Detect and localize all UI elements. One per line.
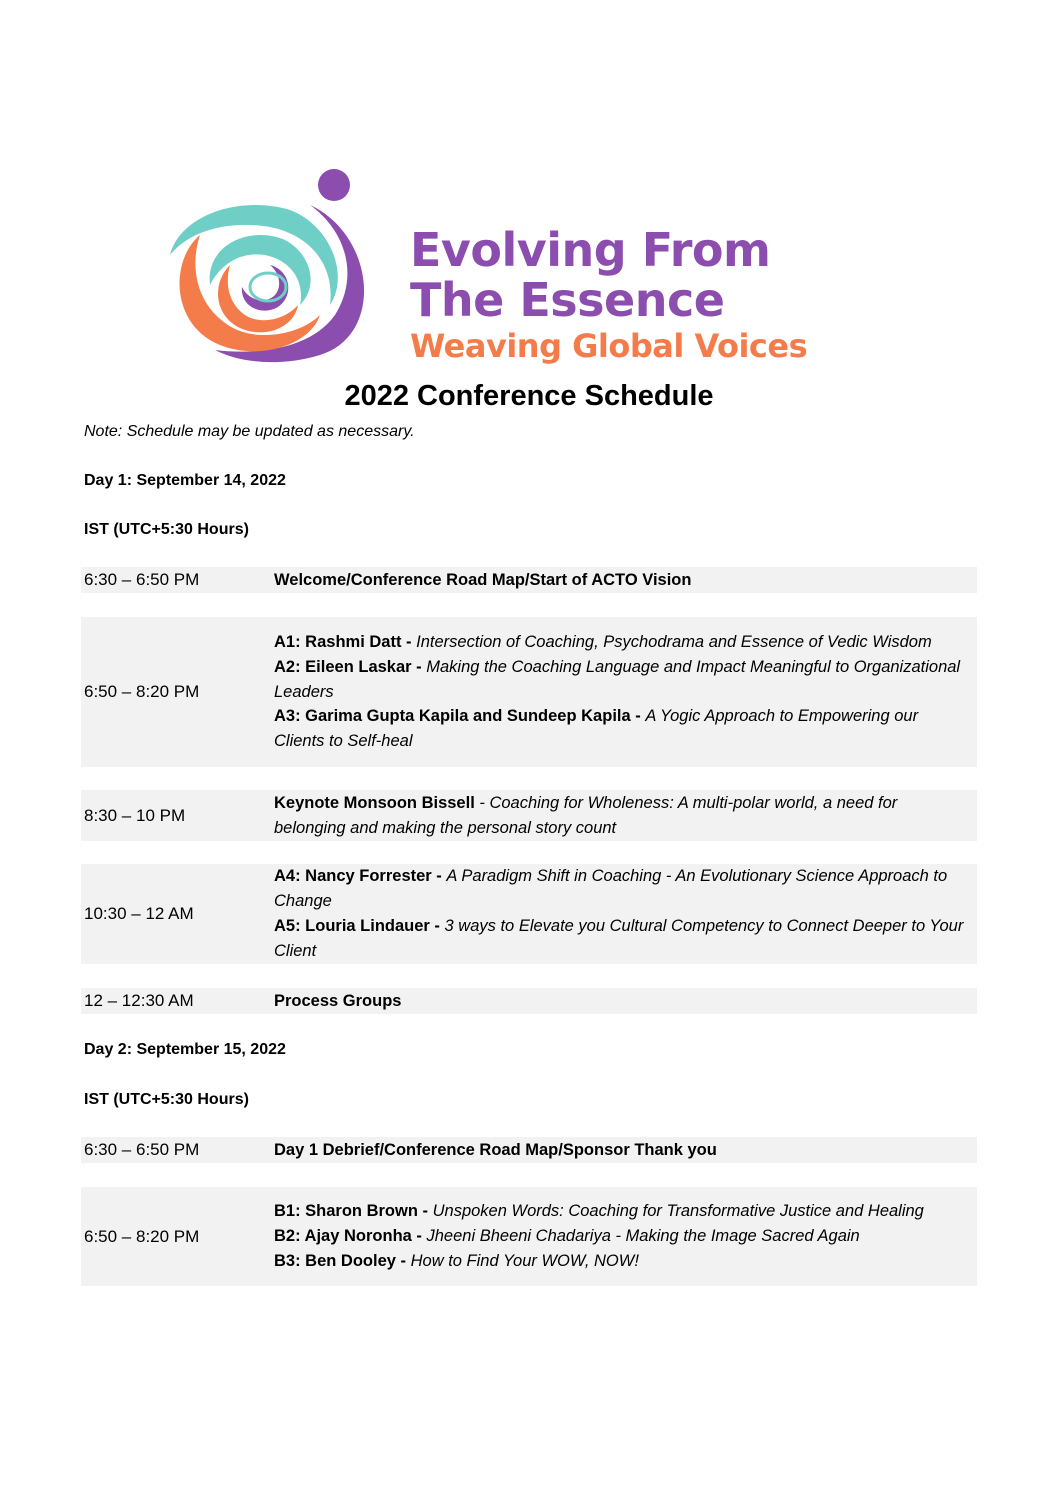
talk-speaker: A3: Garima Gupta Kapila and Sundeep Kapila - bbox=[274, 707, 641, 726]
session-row bbox=[81, 567, 977, 593]
talk-item bbox=[274, 864, 969, 914]
session-title: Day 1 Debrief/Conference Road Map/Sponsor Thank you bbox=[274, 1140, 717, 1159]
talk-speaker: A4: Nancy Forrester - bbox=[274, 867, 442, 886]
talk-item bbox=[274, 914, 969, 964]
talk-item bbox=[274, 655, 969, 705]
brand-line-2: The Essence bbox=[410, 273, 725, 327]
talk-speaker: B3: Ben Dooley - bbox=[274, 1251, 407, 1270]
session-row bbox=[81, 1137, 977, 1163]
talk-item bbox=[274, 704, 969, 754]
day-1-timezone: IST (UTC+5:30 Hours) bbox=[84, 521, 249, 538]
talk-speaker: B2: Ajay Noronha - bbox=[274, 1227, 422, 1246]
conference-logo bbox=[160, 165, 860, 375]
talk-speaker: A1: Rashmi Datt - bbox=[274, 633, 412, 651]
talk-item bbox=[274, 1224, 969, 1249]
session-time: 6:50 – 8:20 PM bbox=[84, 1226, 200, 1246]
talk-topic: Making the Coaching Language and Impact Meaningful to Organizational Leaders bbox=[274, 657, 961, 701]
session-title: Process Groups bbox=[274, 991, 402, 1010]
talk-topic: 3 ways to Elevate you Cultural Competency to Connect Deeper to Your Client bbox=[274, 917, 964, 960]
talk-topic: Intersection of Coaching, Psychodrama and Essence of Vedic Wisdom bbox=[416, 633, 932, 651]
session-time: 8:30 – 10 PM bbox=[84, 805, 186, 825]
day-2-timezone: IST (UTC+5:30 Hours) bbox=[84, 1091, 249, 1108]
session-row bbox=[81, 617, 977, 767]
day-1-heading: Day 1: September 14, 2022 bbox=[84, 472, 286, 489]
talk-item bbox=[274, 630, 969, 655]
brand-tagline: Weaving Global Voices bbox=[410, 327, 808, 365]
talk-speaker: A2: Eileen Laskar - bbox=[274, 657, 422, 676]
page-title: 2022 Conference Schedule bbox=[344, 380, 714, 412]
session-row bbox=[81, 864, 977, 964]
schedule-note: Note: Schedule may be updated as necessary. bbox=[84, 423, 415, 440]
brand-line-1: Evolving From bbox=[410, 223, 771, 277]
session-time: 10:30 – 12 AM bbox=[84, 904, 194, 923]
talk-item bbox=[274, 1199, 969, 1224]
session-row bbox=[81, 1187, 977, 1286]
talk-item bbox=[274, 791, 969, 841]
talk-topic: Jheeni Bheeni Chadariya - Making the Image Sacred Again bbox=[426, 1227, 860, 1246]
talk-topic: - Coaching for Wholeness: A multi-polar world, a need for belonging and making the personal story count bbox=[274, 793, 898, 837]
session-time: 12 – 12:30 AM bbox=[84, 991, 194, 1010]
talk-topic: A Paradigm Shift in Coaching - An Evolutionary Science Approach to Change bbox=[274, 867, 948, 911]
talk-speaker: B1: Sharon Brown - bbox=[274, 1202, 429, 1221]
session-row bbox=[81, 790, 977, 841]
session-time: 6:50 – 8:20 PM bbox=[84, 682, 200, 701]
day-2-heading: Day 2: September 15, 2022 bbox=[84, 1041, 286, 1058]
swirl-logo-icon bbox=[160, 165, 390, 370]
talk-item bbox=[274, 1249, 969, 1274]
talk-topic: A Yogic Approach to Empowering our Clients to Self-heal bbox=[274, 707, 919, 751]
session-time: 6:30 – 6:50 PM bbox=[84, 1140, 200, 1159]
talk-topic: Unspoken Words: Coaching for Transformative Justice and Healing bbox=[432, 1202, 924, 1221]
session-row bbox=[81, 988, 977, 1014]
talk-speaker: Keynote Monsoon Bissell bbox=[274, 793, 475, 812]
talk-topic: How to Find Your WOW, NOW! bbox=[410, 1251, 639, 1270]
session-time: 6:30 – 6:50 PM bbox=[84, 570, 200, 589]
session-title: Welcome/Conference Road Map/Start of ACTO Vision bbox=[274, 570, 692, 589]
talk-speaker: A5: Louria Lindauer - bbox=[274, 917, 440, 935]
